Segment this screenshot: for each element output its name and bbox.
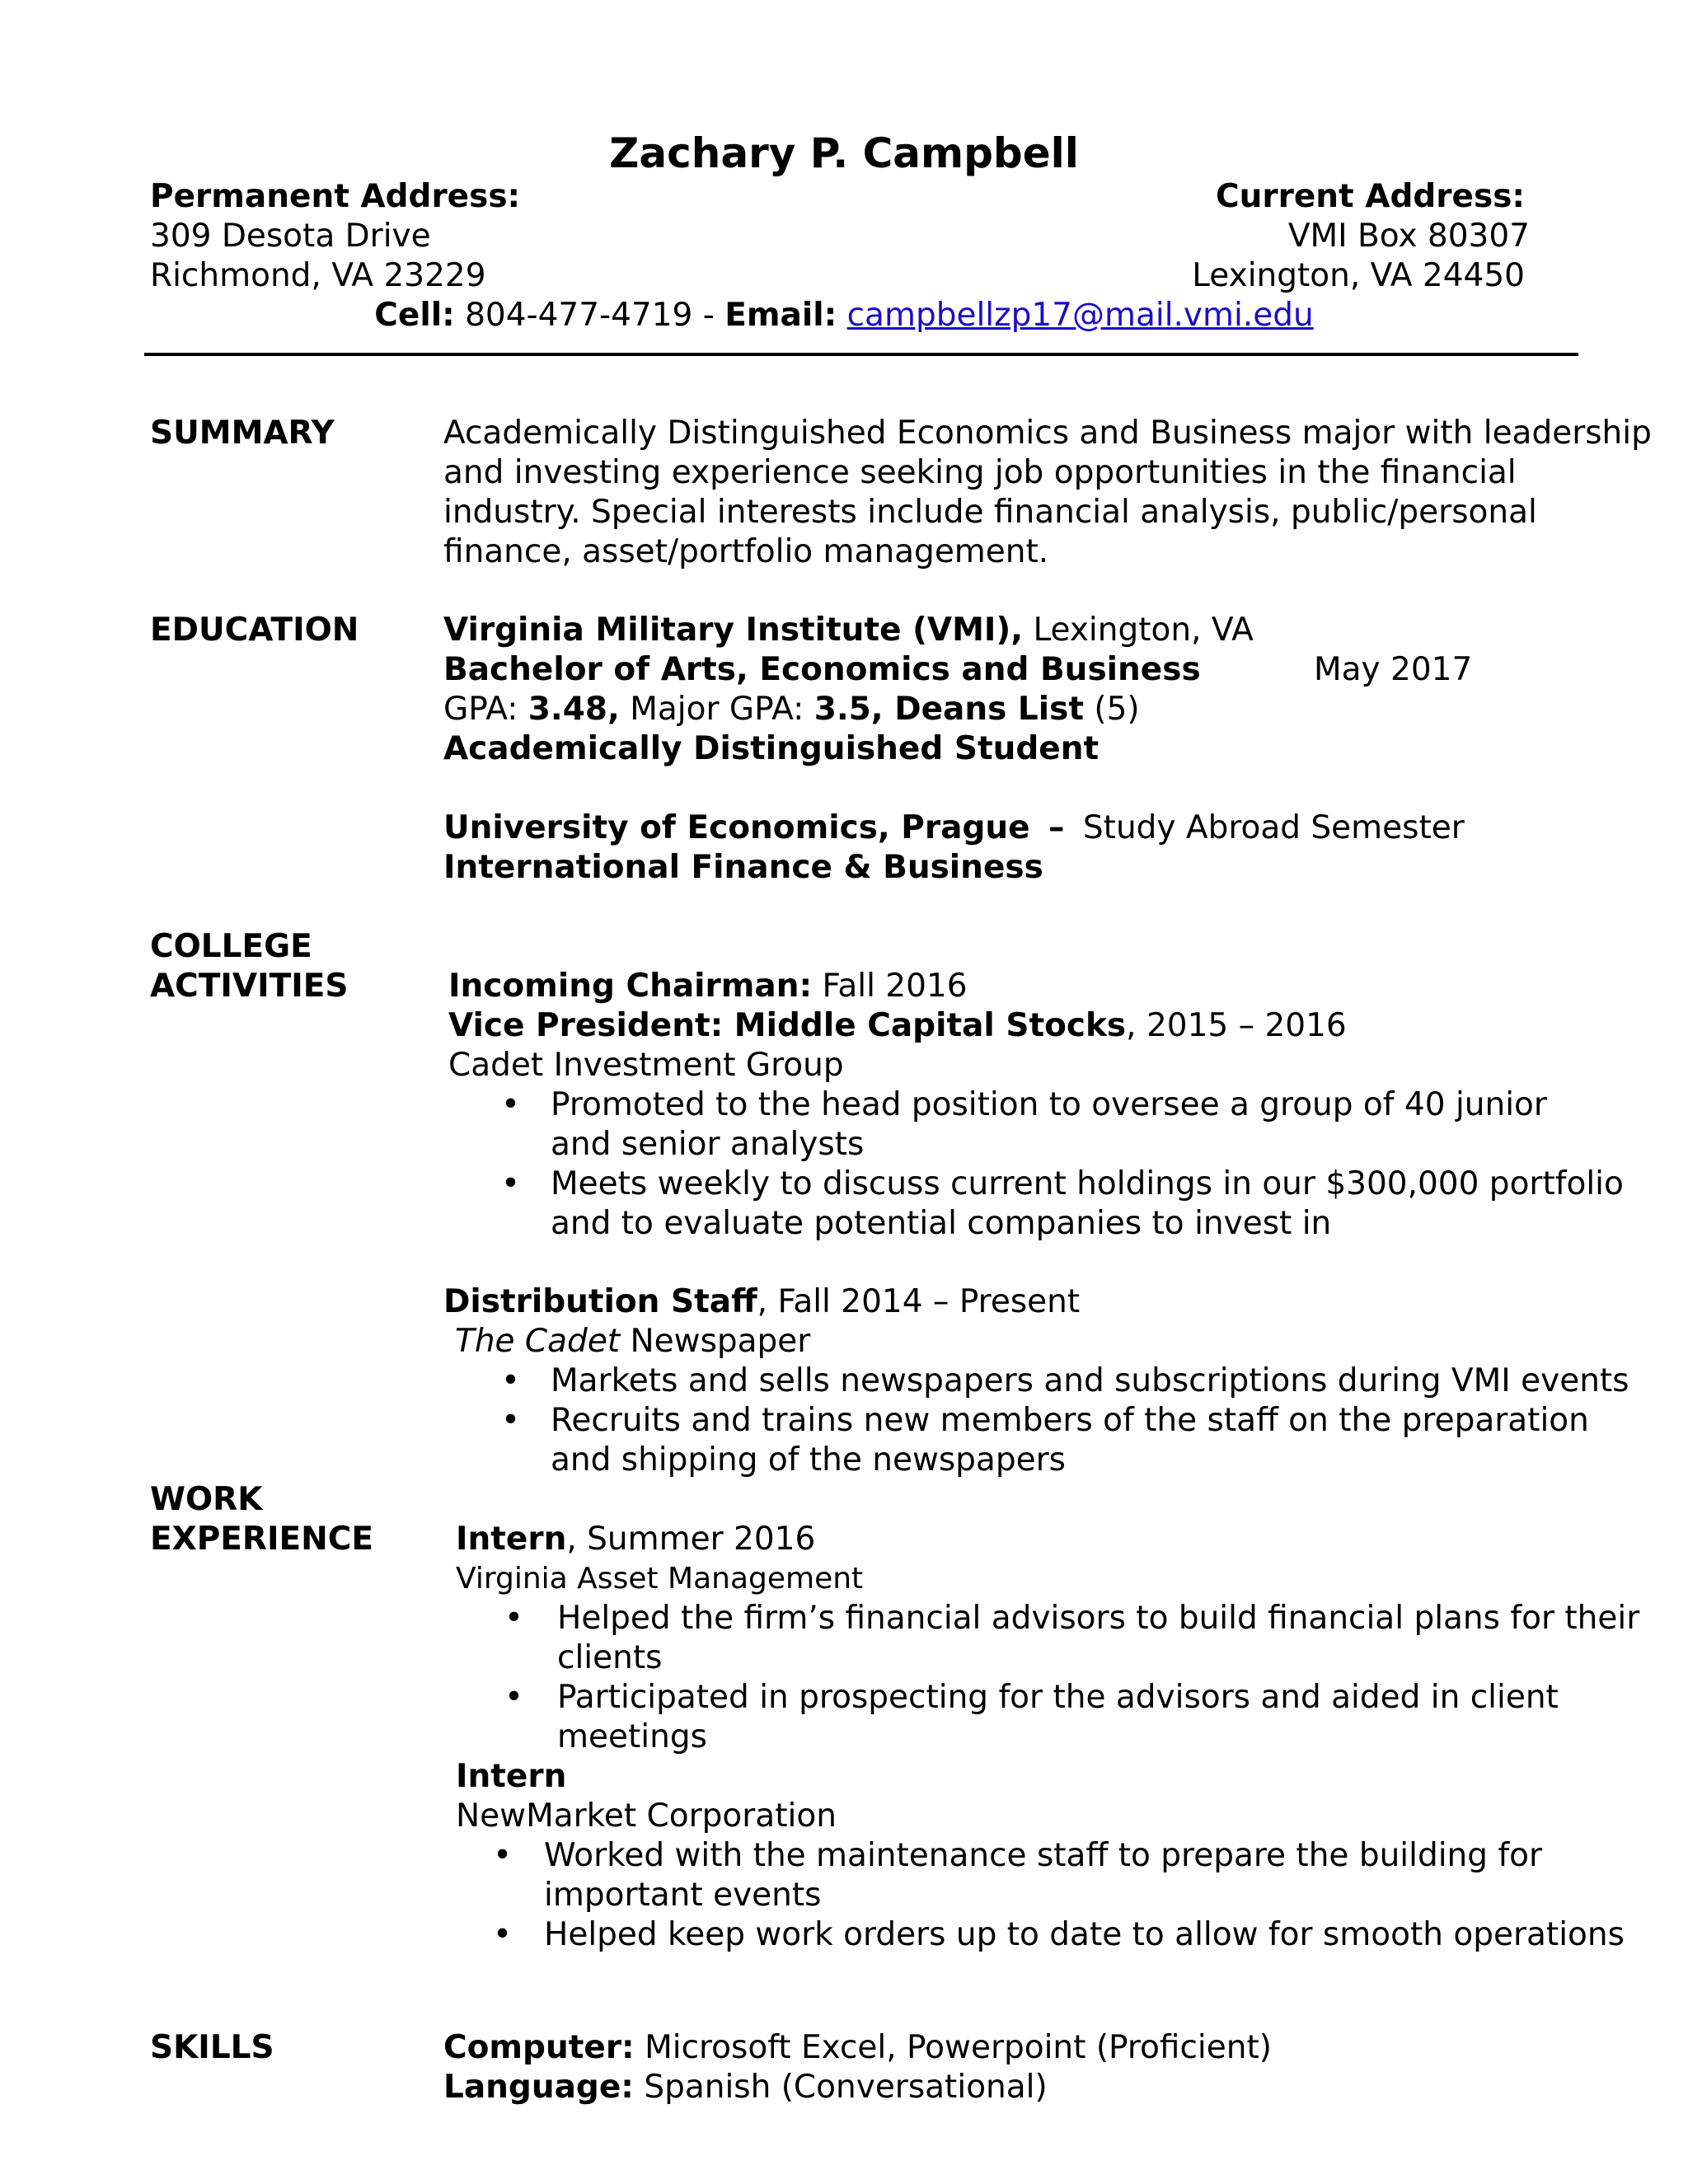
permanent-address-line2: Richmond, VA 23229 — [150, 257, 486, 294]
bullet-glyph: • — [501, 1362, 521, 1399]
bullet-line: important events — [544, 1877, 822, 1914]
candidate-name: Zachary P. Campbell — [609, 129, 1079, 177]
skill-computer — [443, 2028, 1272, 2068]
bullet-glyph: • — [504, 1679, 524, 1716]
current-address-label: Current Address: — [1215, 178, 1525, 215]
language-value: Spanish (Conversational) — [644, 2069, 1048, 2106]
header-divider — [144, 353, 1578, 356]
section-label-activities-line1: COLLEGE — [150, 928, 312, 965]
school1-location: Lexington, VA — [1033, 612, 1254, 649]
summary-line: and investing experience seeking job opportunities in the financial — [443, 454, 1517, 491]
activity-org2 — [455, 1322, 810, 1361]
bullet-text — [551, 1165, 1624, 1244]
degree: Bachelor of Arts, Economics and Business — [443, 651, 1201, 688]
academic-distinction: Academically Distinguished Student — [443, 730, 1100, 767]
bullet-line: Worked with the maintenance staff to prepare the building for — [544, 1837, 1543, 1874]
education-school2 — [443, 808, 1465, 848]
cell-value: 804-477-4719 — [465, 297, 693, 334]
bullet-glyph: • — [501, 1402, 521, 1439]
bullet-glyph: • — [501, 1086, 521, 1123]
bullet-line: meetings — [557, 1718, 707, 1755]
computer-label: Computer: — [443, 2029, 635, 2066]
current-address-line1: VMI Box 80307 — [1287, 218, 1530, 255]
cell-label: Cell: — [374, 297, 455, 334]
section-label-education: EDUCATION — [150, 612, 359, 649]
school2-program: International Finance & Business — [443, 849, 1043, 886]
permanent-address-line1: 309 Desota Drive — [150, 218, 431, 255]
degree-date: May 2017 — [1314, 651, 1473, 688]
bullet-line: Recruits and trains new members of the staff on the preparation — [551, 1402, 1589, 1439]
role2-title: Vice President: Middle Capital Stocks — [448, 1007, 1127, 1044]
deans-count: (5) — [1094, 691, 1140, 728]
bullet-line: Meets weekly to discuss current holdings in our $300,000 portfolio — [551, 1165, 1624, 1202]
permanent-address-label: Permanent Address: — [150, 178, 521, 215]
computer-value: Microsoft Excel, Powerpoint (Proficient) — [645, 2029, 1272, 2066]
bullet-line: and to evaluate potential companies to invest in — [551, 1205, 1332, 1242]
email-link[interactable]: campbellzp17@mail.vmi.edu — [846, 297, 1314, 334]
contact-separator: - — [702, 297, 715, 334]
section-label-work-line2: EXPERIENCE — [150, 1521, 374, 1558]
bullet-line: and shipping of the newspapers — [551, 1441, 1066, 1479]
education-school1 — [443, 611, 1254, 650]
bullet-line: Promoted to the head position to oversee a group of 40 junior — [551, 1086, 1547, 1123]
role1-title: Incoming Chairman: — [448, 968, 813, 1005]
skill-language — [443, 2068, 1048, 2107]
bullet-glyph: • — [504, 1600, 524, 1637]
bullet-line: clients — [557, 1639, 663, 1676]
contact-line — [0, 296, 1688, 335]
bullet-line: Participated in prospecting for the advisors and aided in client — [557, 1679, 1559, 1716]
org2-italic: The Cadet — [455, 1323, 621, 1360]
bullet-text — [551, 1085, 1547, 1165]
job1-date: , Summer 2016 — [566, 1521, 816, 1558]
bullet-line: Helped the firm’s financial advisors to build financial plans for their — [557, 1600, 1640, 1637]
bullet-glyph: • — [493, 1916, 513, 1953]
language-label: Language: — [443, 2069, 634, 2106]
gpa-label: GPA: — [443, 691, 518, 728]
school2-name: University of Economics, Prague — [443, 809, 1030, 846]
role3-date: , Fall 2014 – Present — [757, 1283, 1081, 1320]
activity-role3 — [443, 1282, 1080, 1322]
bullet-text — [557, 1678, 1559, 1757]
bullet-text — [544, 1836, 1542, 1915]
activity-role1 — [448, 967, 968, 1006]
current-address-line2: Lexington, VA 24450 — [1192, 257, 1525, 294]
bullet-text — [544, 1915, 1625, 1955]
summary-line: finance, asset/portfolio management. — [443, 533, 1049, 570]
section-label-activities-line2: ACTIVITIES — [150, 968, 349, 1005]
school2-note: Study Abroad Semester — [1082, 809, 1465, 846]
section-label-skills: SKILLS — [150, 2029, 274, 2066]
major-gpa-label: Major GPA: — [630, 691, 804, 728]
bullet-line: Helped keep work orders up to date to allow for smooth operations — [544, 1916, 1625, 1953]
bullet-text — [557, 1599, 1639, 1678]
bullet-glyph: • — [501, 1165, 521, 1202]
bullet-line: and senior analysts — [551, 1126, 865, 1163]
summary-line: industry. Special interests include financial analysis, public/personal — [443, 494, 1537, 531]
email-label: Email: — [724, 297, 837, 334]
job2-title: Intern — [456, 1758, 567, 1795]
role2-date: , 2015 – 2016 — [1126, 1007, 1347, 1044]
role3-title: Distribution Staff — [443, 1283, 757, 1320]
job1-org: Virginia Asset Management — [456, 1562, 864, 1596]
bullet-line: Markets and sells newspapers and subscriptions during VMI events — [551, 1362, 1629, 1399]
org2-rest: Newspaper — [620, 1323, 811, 1360]
section-label-work-line1: WORK — [150, 1481, 263, 1518]
school1-name: Virginia Military Institute (VMI), — [443, 612, 1024, 649]
gpa-line — [443, 690, 1140, 729]
job1-header — [456, 1520, 815, 1559]
bullet-glyph: • — [493, 1837, 513, 1874]
bullet-text — [551, 1401, 1589, 1480]
gpa-value: 3.48, — [528, 691, 620, 728]
job1-title: Intern — [456, 1521, 567, 1558]
bullet-text — [551, 1361, 1629, 1401]
job2-org: NewMarket Corporation — [456, 1797, 837, 1835]
school2-dash: – — [1048, 809, 1065, 846]
section-label-summary: SUMMARY — [150, 415, 335, 452]
activity-org1: Cadet Investment Group — [448, 1047, 844, 1084]
summary-text — [443, 414, 1652, 572]
summary-line: Academically Distinguished Economics and Business major with leadership — [443, 415, 1652, 452]
activity-role2 — [448, 1006, 1347, 1046]
role1-date: Fall 2016 — [822, 968, 968, 1005]
major-gpa-value: 3.5, Deans List — [814, 691, 1084, 728]
